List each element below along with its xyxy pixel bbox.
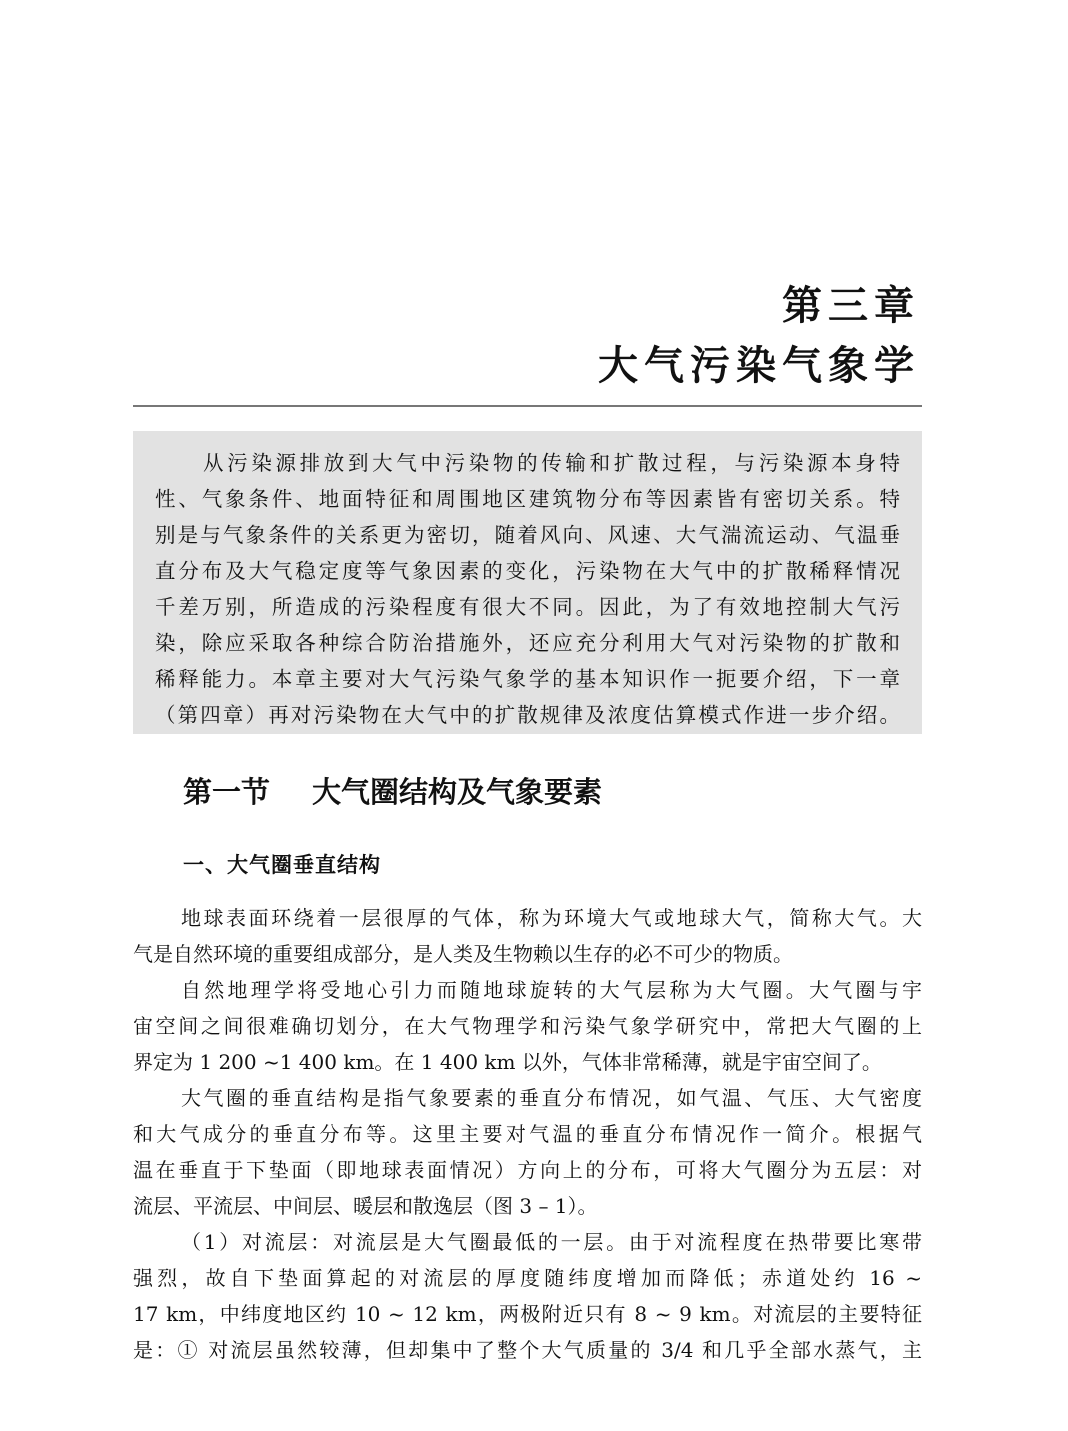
subsection-heading: 一、大气圈垂直结构 [183,853,381,877]
body-line: 和大气成分的垂直分布等。这里主要对气温的垂直分布情况作一简介。根据气 [133,1122,922,1146]
chapter-abstract-box [133,431,922,734]
abstract-line: 染，除应采取各种综合防治措施外，还应充分利用大气对污染物的扩散和 [155,631,900,655]
body-line: 界定为 1 200 ~1 400 km。在 1 400 km 以外，气体非常稀薄，就是宇宙空间了。 [133,1050,882,1074]
body-line: 强烈，故自下垫面算起的对流层的厚度随纬度增加而降低；赤道处约 16 ~ [133,1266,922,1290]
body-line: 大气圈的垂直结构是指气象要素的垂直分布情况，如气温、气压、大气密度 [181,1086,922,1110]
chapter-number: 第三章 [782,283,920,329]
abstract-line: 稀释能力。本章主要对大气污染气象学的基本知识作一扼要介绍，下一章 [155,667,900,691]
abstract-line: （第四章）再对污染物在大气中的扩散规律及浓度估算模式作进一步介绍。 [155,703,900,727]
section-number: 第一节 [183,775,271,809]
body-line: 自然地理学将受地心引力而随地球旋转的大气层称为大气圈。大气圈与宇 [181,978,922,1002]
abstract-line: 从污染源排放到大气中污染物的传输和扩散过程，与污染源本身特 [203,451,900,475]
body-line: 气是自然环境的重要组成部分，是人类及生物赖以生存的必不可少的物质。 [133,942,793,966]
abstract-line: 直分布及大气稳定度等气象因素的变化，污染物在大气中的扩散稀释情况 [155,559,900,583]
section-title: 大气圈结构及气象要素 [312,775,603,809]
section-heading [183,772,602,812]
body-line: 是：① 对流层虽然较薄，但却集中了整个大气质量的 3/4 和几乎全部水蒸气，主 [133,1338,922,1362]
body-line: 流层、平流层、中间层、暖层和散逸层（图 3 – 1）。 [133,1194,598,1218]
body-line: 宙空间之间很难确切划分，在大气物理学和污染气象学研究中，常把大气圈的上 [133,1014,922,1038]
body-line: 温在垂直于下垫面（即地球表面情况）方向上的分布，可将大气圈分为五层：对 [133,1158,922,1182]
chapter-title: 大气污染气象学 [598,343,920,389]
abstract-line: 性、气象条件、地面特征和周围地区建筑物分布等因素皆有密切关系。特 [155,487,900,511]
abstract-line: 千差万别，所造成的污染程度有很大不同。因此，为了有效地控制大气污 [155,595,900,619]
body-line: 地球表面环绕着一层很厚的气体，称为环境大气或地球大气，简称大气。大 [181,906,922,930]
chapter-divider [133,405,922,407]
abstract-line: 别是与气象条件的关系更为密切，随着风向、风速、大气湍流运动、气温垂 [155,523,900,547]
body-line: 17 km，中纬度地区约 10 ~ 12 km，两极附近只有 8 ~ 9 km。对流层的主要特征 [133,1302,922,1326]
body-line: （1）对流层：对流层是大气圈最低的一层。由于对流程度在热带要比寒带 [181,1230,922,1254]
